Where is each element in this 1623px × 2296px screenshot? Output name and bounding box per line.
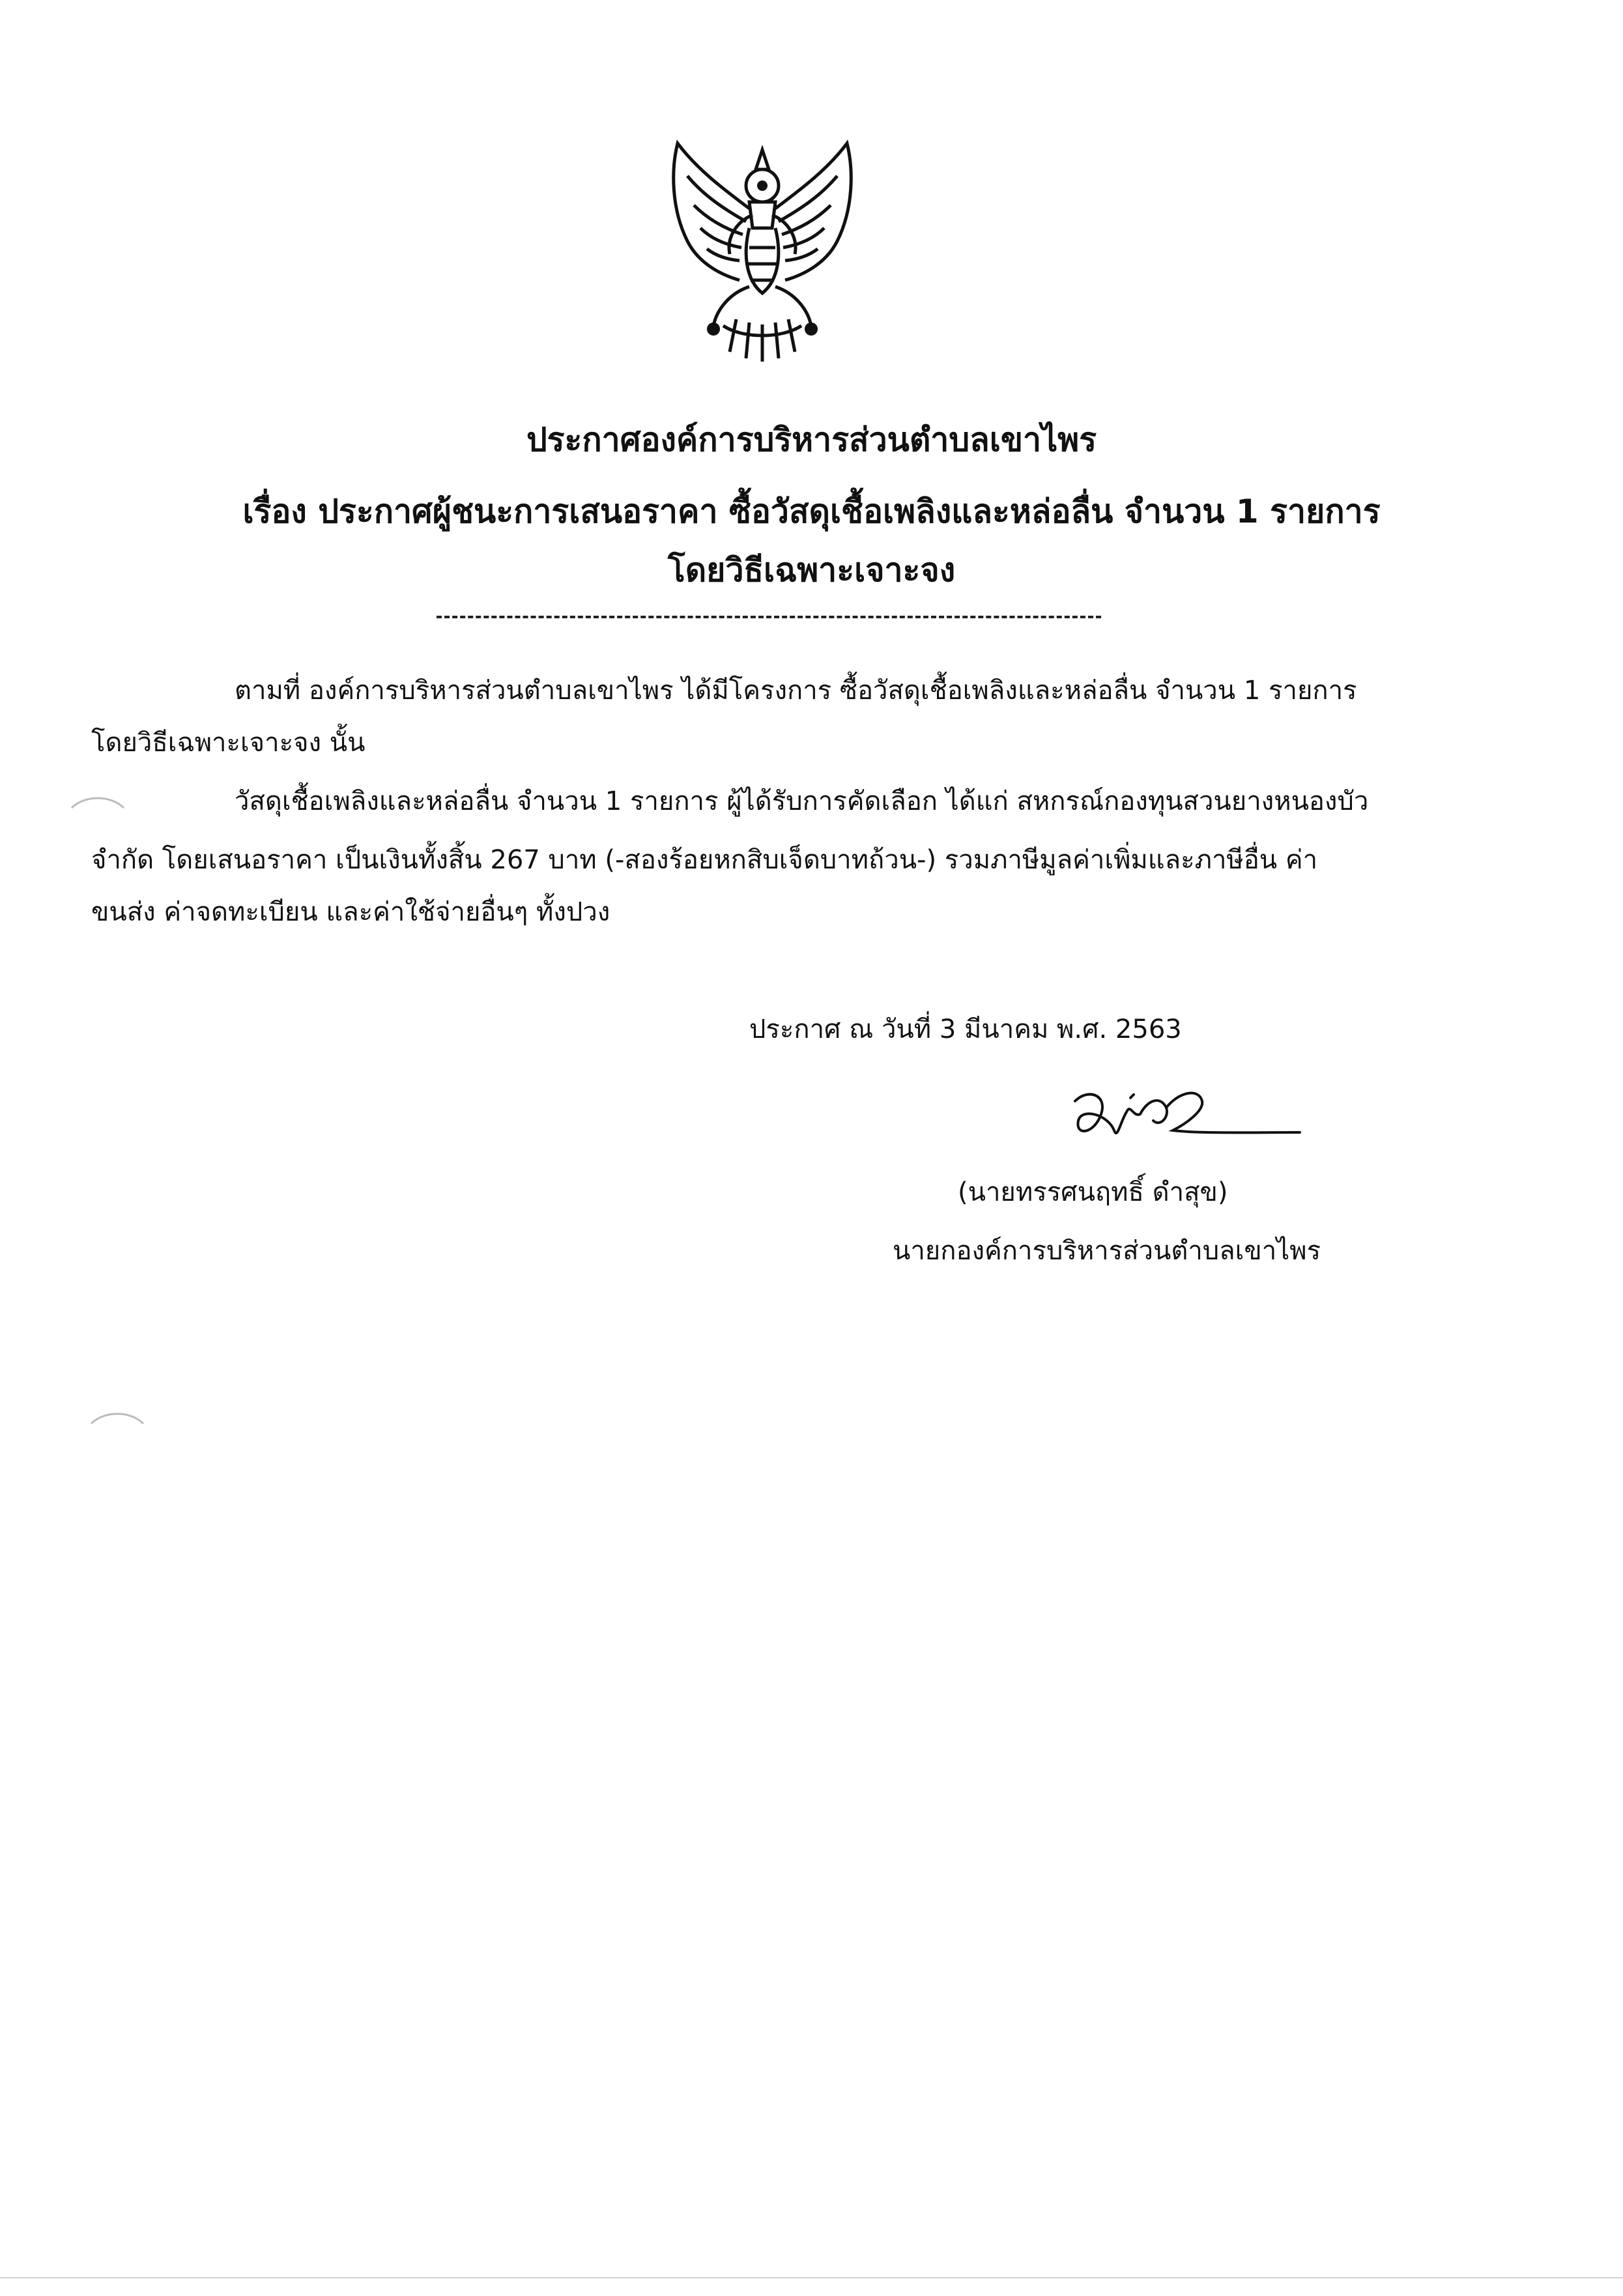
paragraph-2-line-1: วัสดุเชื้อเพลิงและหล่อลื่น จำนวน 1 รายการ ผู้ได้รับการคัดเลือก ได้แก่ สหกรณ์กองทุนสวนยางหนองบัว bbox=[235, 786, 1369, 816]
scan-artifact-mark bbox=[88, 1407, 147, 1427]
garuda-emblem-icon bbox=[652, 130, 873, 371]
announcement-date: ประกาศ ณ วันที่ 3 มีนาคม พ.ศ. 2563 bbox=[749, 1014, 1182, 1044]
paragraph-1-line-2: โดยวิธีเฉพาะเจาะจง นั้น bbox=[91, 728, 366, 758]
signer-position: นายกองค์การบริหารส่วนตำบลเขาไพร bbox=[893, 1236, 1321, 1266]
document-title: ประกาศองค์การบริหารส่วนตำบลเขาไพร bbox=[526, 421, 1097, 459]
header-divider bbox=[437, 616, 1101, 618]
paragraph-2-line-3: ขนส่ง ค่าจดทะเบียน และค่าใช้จ่ายอื่นๆ ทั้งปวง bbox=[91, 897, 610, 927]
scan-edge-line bbox=[0, 2277, 1623, 2278]
signer-name: (นายทรรศนฤทธิ์ ดำสุข) bbox=[958, 1177, 1228, 1207]
scan-artifact-mark bbox=[68, 792, 127, 811]
procurement-method: โดยวิธีเฉพาะเจาะจง bbox=[667, 551, 956, 589]
handwritten-signature bbox=[1069, 1082, 1303, 1166]
paragraph-2-line-2: จำกัด โดยเสนอราคา เป็นเงินทั้งสิ้น 267 บาท (-สองร้อยหกสิบเจ็ดบาทถ้วน-) รวมภาษีมูลค่าเพิ่มและภาษีอื่น ค่า bbox=[91, 845, 1318, 875]
paragraph-1-line-1: ตามที่ องค์การบริหารส่วนตำบลเขาไพร ได้มีโครงการ ซื้อวัสดุเชื้อเพลิงและหล่อลื่น จำนวน 1 รายการ bbox=[235, 676, 1357, 706]
document-subject: เรื่อง ประกาศผู้ชนะการเสนอราคา ซื้อวัสดุเชื้อเพลิงและหล่อลื่น จำนวน 1 รายการ bbox=[242, 493, 1381, 530]
